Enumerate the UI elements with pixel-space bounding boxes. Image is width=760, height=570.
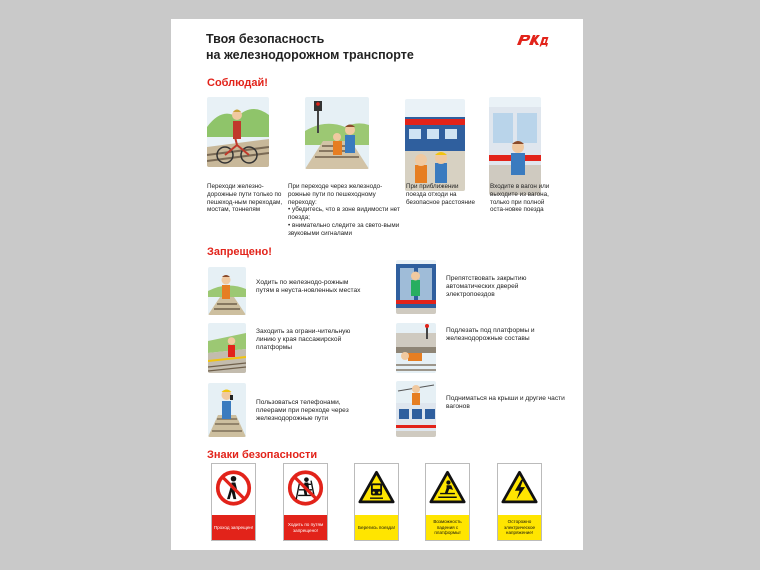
no-passage-sign-icon <box>215 468 252 508</box>
walking-on-tracks-illustration <box>208 267 246 315</box>
crawling-under-platform-illustration <box>396 323 436 373</box>
electric-voltage-sign-label: Осторожно электрическое напряжение! <box>498 515 541 540</box>
pedestrian-crossing-illustration <box>305 97 369 169</box>
no-walking-on-tracks-sign-icon <box>287 468 324 508</box>
forbidden-right-1-text: Препятствовать закрытию автоматических дверей электропоездов <box>446 275 527 299</box>
platform-fall-sign-icon <box>429 468 466 508</box>
no-passage-sign <box>211 463 256 541</box>
no-passage-sign-label: Проход запрещен! <box>212 515 255 540</box>
observe-item-3-text: При приближении поезда отходи на безопасное расстояние <box>406 183 476 206</box>
section-title-signs: Знаки безопасности <box>207 449 318 461</box>
rzd-logo-icon <box>515 33 551 47</box>
cyclist-crossing-illustration <box>207 97 269 167</box>
poster-title-line2: на железнодорожном транспорте <box>206 48 414 62</box>
electric-voltage-sign <box>497 463 542 541</box>
safety-poster <box>171 19 583 550</box>
observe-item-2-intro: При переходе через железнодо-рожные пути по пешеходному переходу: <box>288 183 383 206</box>
boy-entering-train-illustration <box>489 97 541 195</box>
platform-fall-sign-label: Возможность падения с платформы! <box>426 515 469 540</box>
platform-fall-sign <box>425 463 470 541</box>
section-title-forbidden: Запрещено! <box>207 246 272 258</box>
blocking-doors-illustration <box>396 260 436 314</box>
electric-voltage-sign-icon <box>501 468 538 508</box>
observe-item-2-bullet: • убедитесь, что в зоне видимости нет поезда; <box>288 206 400 222</box>
forbidden-left-1-text: Ходить по железнодо-рожным путям в неуста-новленных местах <box>256 279 361 295</box>
poster-title-line1: Твоя безопасность <box>206 32 325 46</box>
beware-train-sign <box>354 463 399 541</box>
poster-title <box>206 31 414 63</box>
climbing-train-roof-illustration <box>396 381 436 437</box>
no-walking-on-tracks-sign-label: Ходить по путям запрещено! <box>284 515 327 540</box>
forbidden-right-3-text: Подниматься на крыши и другие части вагонов <box>446 395 565 411</box>
forbidden-left-2-text: Заходить за ограни-чительную линию у края пассажирской платформы <box>256 328 351 352</box>
observe-item-2-bullets <box>288 206 400 237</box>
forbidden-left-3-text: Пользоваться телефонами, плеерами при переходе через железнодорожные пути <box>256 399 349 423</box>
phone-on-tracks-illustration <box>208 383 246 437</box>
children-at-platform-illustration <box>405 99 465 191</box>
section-title-observe: Соблюдай! <box>207 77 268 89</box>
observe-item-1-text: Переходи железно-дорожные пути только по пешеход-ным переходам, мостам, тоннелям <box>207 183 283 214</box>
forbidden-right-2-text: Подлезать под платформы и железнодорожные составы <box>446 327 535 343</box>
beware-train-sign-label: Берегись поезда! <box>355 515 398 540</box>
observe-item-4-text: Входите в вагон или выходите из вагона, только при полной оста-новке поезда <box>490 183 550 214</box>
no-walking-on-tracks-sign <box>283 463 328 541</box>
observe-item-2-text <box>288 183 400 238</box>
beware-train-sign-icon <box>358 468 395 508</box>
observe-item-2-bullet: • внимательно следите за свето-выми звуковыми сигналами <box>288 222 400 238</box>
platform-edge-illustration <box>208 323 246 373</box>
